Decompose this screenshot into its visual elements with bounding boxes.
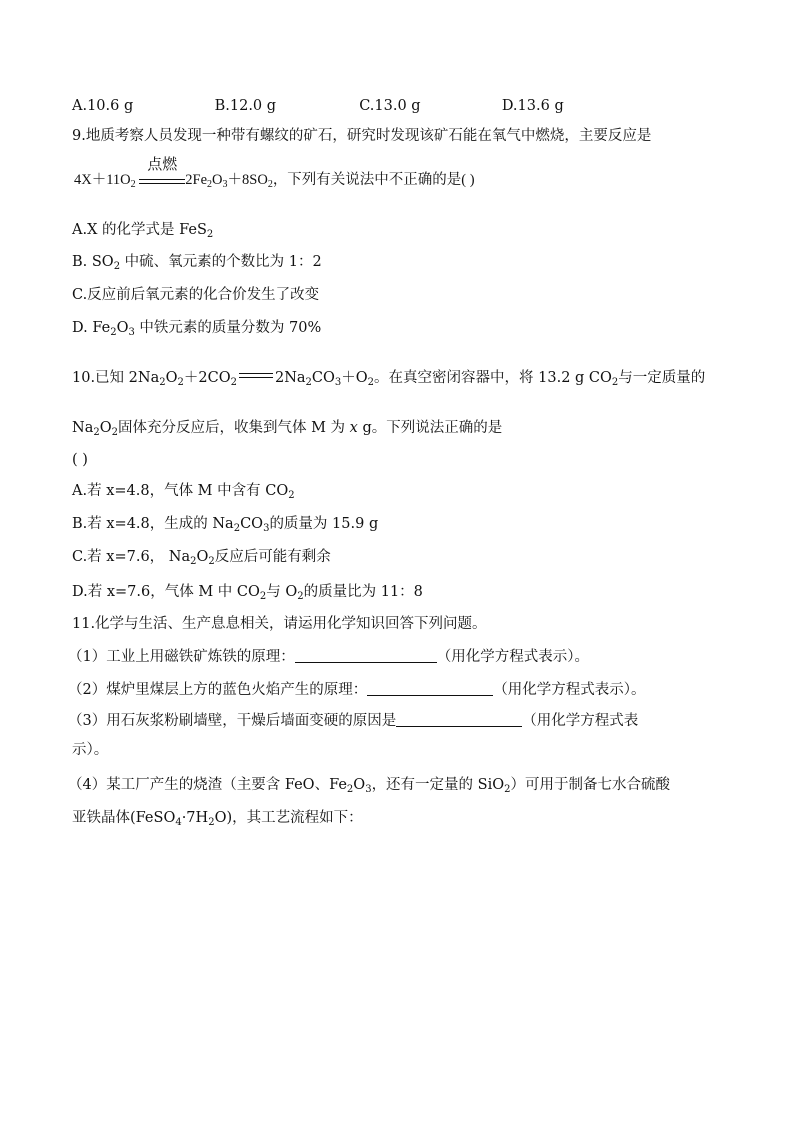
- q8-option-b: B.12.0 g: [214, 98, 277, 114]
- q10-stem: 10.已知 $2Na_2O_2+2CO_2$ $2Na_2CO_3+O_2$。在真空密闭容器中，将 13.2 g $CO_2$与一定质量的: [72, 370, 706, 388]
- q9-option-d: D. $Fe_2O_3$ 中铁元素的质量分数为 70%: [72, 320, 322, 338]
- q9-eq-condition: 点燃: [147, 157, 178, 173]
- q9-option-b: B. $SO_2$ 中硫、氧元素的个数比为 1：2: [72, 254, 322, 272]
- q11-part3-line2: 示）。: [72, 742, 109, 758]
- q11-stem: 11.化学与生活、生产息息相关，请运用化学知识回答下列问题。: [72, 616, 487, 632]
- q10-option-d: D.若 x=7.6，气体 M 中 $CO_2$与 $O_2$的质量比为 11：8: [72, 584, 423, 602]
- q10-option-b: B.若 x=4.8，生成的 $Na_2CO_3$的质量为 15.9 g: [72, 516, 379, 534]
- q10-option-c: C.若 x=7.6， $Na_2O_2$反应后可能有剩余: [72, 549, 331, 567]
- q11-part4: （4）某工厂产生的烧渣（主要含 FeO、$Fe_2O_3$，还有一定量的 SiO$_2$）可用于制备七水合硫酸: [68, 777, 671, 795]
- q9-eq-arrow: [139, 157, 185, 184]
- q9-equation: $4X+11O_2$ 点燃 $2Fe_2O_3+8SO_2$，下列有关说法中不正确的是( ): [74, 157, 475, 190]
- q10-stem-line2: $Na_2O_2$固体充分反应后，收集到气体 M 为 x g。下列说法正确的是: [72, 420, 503, 438]
- q9-option-a: A.X 的化学式是 FeS$_2$: [72, 222, 214, 240]
- q11-part1: （1）工业上用磁铁矿炼铁的原理： （用化学方程式表示）。: [68, 649, 589, 665]
- q9-eq-right: 2Fe: [185, 172, 208, 188]
- q9-stem: 9.地质考察人员发现一种带有螺纹的矿石，研究时发现该矿石能在氧气中燃烧，主要反应是: [72, 128, 652, 144]
- q10-paren: ( ): [72, 452, 88, 468]
- q11-part2: （2）煤炉里煤层上方的蓝色火焰产生的原理： （用化学方程式表示）。: [68, 682, 646, 698]
- q8-option-a: A.10.6 g: [72, 98, 134, 114]
- q8-option-d: D.13.6 g: [501, 98, 564, 114]
- q8-options: [72, 96, 564, 116]
- answer-blank-2[interactable]: [367, 681, 493, 696]
- answer-blank-1[interactable]: [295, 648, 437, 663]
- q11-part3: （3）用石灰浆粉刷墙壁，干燥后墙面变硬的原因是 （用化学方程式表: [68, 713, 639, 729]
- q9-option-c: C.反应前后氧元素的化合价发生了改变: [72, 287, 320, 303]
- q9-eq-left: 4X＋11O: [74, 172, 131, 188]
- q9-stem-tail: ，下列有关说法中不正确的是( ): [272, 172, 475, 188]
- q10-option-a: A.若 x=4.8，气体 M 中含有 $CO_2$: [72, 483, 295, 501]
- q8-option-c: C.13.0 g: [359, 98, 421, 114]
- q11-part4-line2: 亚铁晶体$(FeSO_4\cdot 7H_2O)$，其工艺流程如下：: [72, 810, 363, 828]
- answer-blank-3[interactable]: [396, 712, 522, 727]
